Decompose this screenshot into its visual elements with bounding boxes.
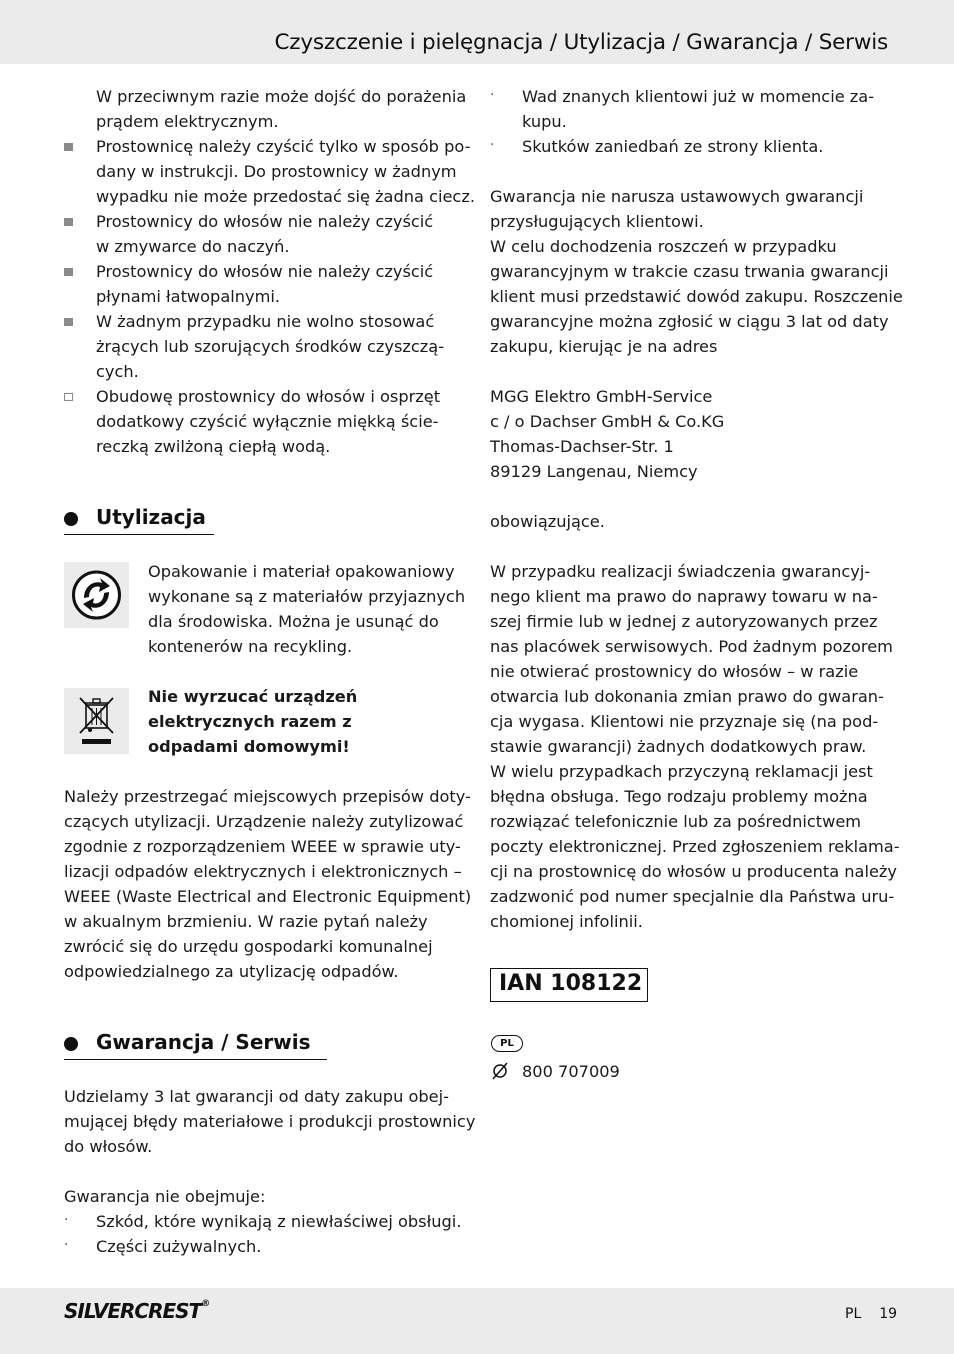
valid-text: obowiązujące.: [490, 512, 605, 531]
service-para-line: poczty elektronicznej. Przed zgłoszeniem reklama-: [490, 837, 900, 856]
dot-bullet-icon: ·: [64, 1212, 69, 1228]
warranty-para-line: gwarancyjne można zgłosić w ciągu 3 lat od daty: [490, 312, 889, 331]
dot-bullet-icon: ·: [64, 1237, 69, 1253]
page-number: [845, 1306, 897, 1322]
disposal-body-line: lizacji odpadów elektrycznych i elektronicznych –: [64, 862, 462, 881]
warranty-intro-line: Udzielamy 3 lat gwarancji od daty zakupu obej-: [64, 1087, 449, 1106]
brand-logo: SILVERCREST®: [64, 1299, 210, 1323]
address-line: 89129 Langenau, Niemcy: [490, 462, 698, 481]
disposal-warning-line: odpadami domowymi!: [148, 737, 350, 756]
warranty-exclude-item: Skutków zaniedbań ze strony klienta.: [522, 137, 824, 156]
warranty-exclude-item: Wad znanych klientowi już w momencie za-: [522, 87, 875, 106]
country-badge: PL: [491, 1035, 523, 1052]
service-para-line: cja wygasa. Klientowi nie przyznaje się (na pod-: [490, 712, 879, 731]
section-bullet-icon: [64, 1037, 78, 1051]
square-bullet-icon: [64, 318, 73, 326]
page-title: Czyszczenie i pielęgnacja / Utylizacja / Gwarancja / Serwis: [274, 30, 888, 55]
cleaning-item-line: wypadku nie może przedostać się żadna ciecz.: [96, 187, 475, 206]
cleaning-note-line: Obudowę prostownicy do włosów i osprzęt: [96, 387, 441, 406]
warranty-para-line: W celu dochodzenia roszczeń w przypadku: [490, 237, 837, 256]
service-para-line: otwarcia lub dokonania zmian prawo do gwaran-: [490, 687, 884, 706]
disposal-body-line: zwrócić się do urzędu gospodarki komunalnej: [64, 937, 433, 956]
cleaning-item-line: cych.: [96, 362, 139, 381]
disposal-title-underline: [64, 534, 214, 535]
warranty-para-line: gwarancyjnym w trakcie czasu trwania gwarancji: [490, 262, 889, 281]
cleaning-item-line: dany w instrukcji. Do prostownicy w żadnym: [96, 162, 457, 181]
service-para-line: nie otwierać prostownicy do włosów – w razie: [490, 662, 859, 681]
cleaning-item-line: w zmywarce do naczyń.: [96, 237, 290, 256]
hotline-number: 800 707009: [522, 1062, 620, 1081]
address-line: MGG Elektro GmbH-Service: [490, 387, 713, 406]
warranty-para-line: Gwarancja nie narusza ustawowych gwarancji: [490, 187, 864, 206]
hollow-square-bullet-icon: [64, 393, 73, 401]
cleaning-intro-line: prądem elektrycznym.: [96, 112, 279, 131]
address-line: Thomas-Dachser-Str. 1: [490, 437, 674, 456]
cleaning-item-line: płynami łatwopalnymi.: [96, 287, 280, 306]
service-para-line: nego klient ma prawo do naprawy towaru w na-: [490, 587, 878, 606]
cleaning-item-line: W żadnym przypadku nie wolno stosować: [96, 312, 435, 331]
recycling-icon: [64, 562, 129, 628]
disposal-body-line: WEEE (Waste Electrical and Electronic Equipment): [64, 887, 472, 906]
cleaning-item-line: Prostownicy do włosów nie należy czyścić: [96, 262, 434, 281]
cleaning-note-line: dodatkowy czyścić wyłącznie miękką ście-: [96, 412, 439, 431]
service-para-line: błędna obsługa. Tego rodzaju problemy można: [490, 787, 868, 806]
warranty-exclude-item: Szkód, które wynikają z niewłaściwej obsługi.: [96, 1212, 462, 1231]
service-para-line: rozwiązać telefonicznie lub za pośrednictwem: [490, 812, 862, 831]
disposal-body-line: w akualnym brzmieniu. W razie pytań należy: [64, 912, 428, 931]
service-para-line: nas placówek serwisowych. Pod żadnym pozorem: [490, 637, 893, 656]
packaging-line: dla środowiska. Można je usunąć do: [148, 612, 439, 631]
ian-number-box: IAN 108122: [490, 968, 648, 1002]
service-para-line: cji na prostownicę do włosów u producenta należy: [490, 862, 897, 881]
warranty-para-line: zakupu, kierując je na adres: [490, 337, 718, 356]
service-para-line: stawie gwarancji) żadnych dodatkowych praw.: [490, 737, 867, 756]
address-line: c / o Dachser GmbH & Co.KG: [490, 412, 725, 431]
square-bullet-icon: [64, 268, 73, 276]
warranty-title-underline: [64, 1059, 327, 1060]
dot-bullet-icon: ·: [490, 87, 495, 103]
cleaning-note-line: reczką zwilżoną ciepłą wodą.: [96, 437, 331, 456]
warranty-exclude-item: kupu.: [522, 112, 567, 131]
service-para-line: W przypadku realizacji świadczenia gwarancyj-: [490, 562, 871, 581]
service-para-line: W wielu przypadkach przyczyną reklamacji jest: [490, 762, 873, 781]
cleaning-item-line: żrących lub szorujących środków czyszczą-: [96, 337, 445, 356]
page-number-value: 19: [879, 1306, 898, 1322]
packaging-line: kontenerów na recykling.: [148, 637, 353, 656]
square-bullet-icon: [64, 143, 73, 151]
service-para-line: zadzwonić pod numer specjalnie dla Państwa uru-: [490, 887, 895, 906]
warranty-intro-line: do włosów.: [64, 1137, 153, 1156]
warranty-excludes-label: Gwarancja nie obejmuje:: [64, 1187, 266, 1206]
disposal-warning-line: elektrycznych razem z: [148, 712, 352, 731]
disposal-body-line: zgodnie z rozporządzeniem WEEE w sprawie uty-: [64, 837, 461, 856]
disposal-body-line: czących utylizacji. Urządzenie należy zutylizować: [64, 812, 464, 831]
disposal-title: Utylizacja: [96, 505, 206, 529]
packaging-line: wykonane są z materiałów przyjaznych: [148, 587, 466, 606]
cleaning-item-line: Prostownicę należy czyścić tylko w sposób po-: [96, 137, 471, 156]
crossed-bin-icon: [64, 688, 129, 754]
warranty-para-line: przysługujących klientowi.: [490, 212, 704, 231]
cleaning-intro-line: W przeciwnym razie może dojść do porażenia: [96, 87, 467, 106]
language-code: PL: [845, 1306, 862, 1322]
warranty-intro-line: mującej błędy materiałowe i produkcji prostownicy: [64, 1112, 476, 1131]
dot-bullet-icon: ·: [490, 137, 495, 153]
phone-icon: [490, 1060, 510, 1082]
warranty-exclude-item: Części zużywalnych.: [96, 1237, 262, 1256]
warranty-title: Gwarancja / Serwis: [96, 1030, 311, 1054]
service-para-line: chomionej infolinii.: [490, 912, 643, 931]
warranty-para-line: klient musi przedstawić dowód zakupu. Roszczenie: [490, 287, 903, 306]
cleaning-item-line: Prostownicy do włosów nie należy czyścić: [96, 212, 434, 231]
service-para-line: szej firmie lub w jednej z autoryzowanych przez: [490, 612, 878, 631]
square-bullet-icon: [64, 218, 73, 226]
disposal-body-line: Należy przestrzegać miejscowych przepisów doty-: [64, 787, 471, 806]
disposal-warning-line: Nie wyrzucać urządzeń: [148, 687, 358, 706]
packaging-line: Opakowanie i materiał opakowaniowy: [148, 562, 455, 581]
section-bullet-icon: [64, 512, 78, 526]
disposal-body-line: odpowiedzialnego za utylizację odpadów.: [64, 962, 399, 981]
